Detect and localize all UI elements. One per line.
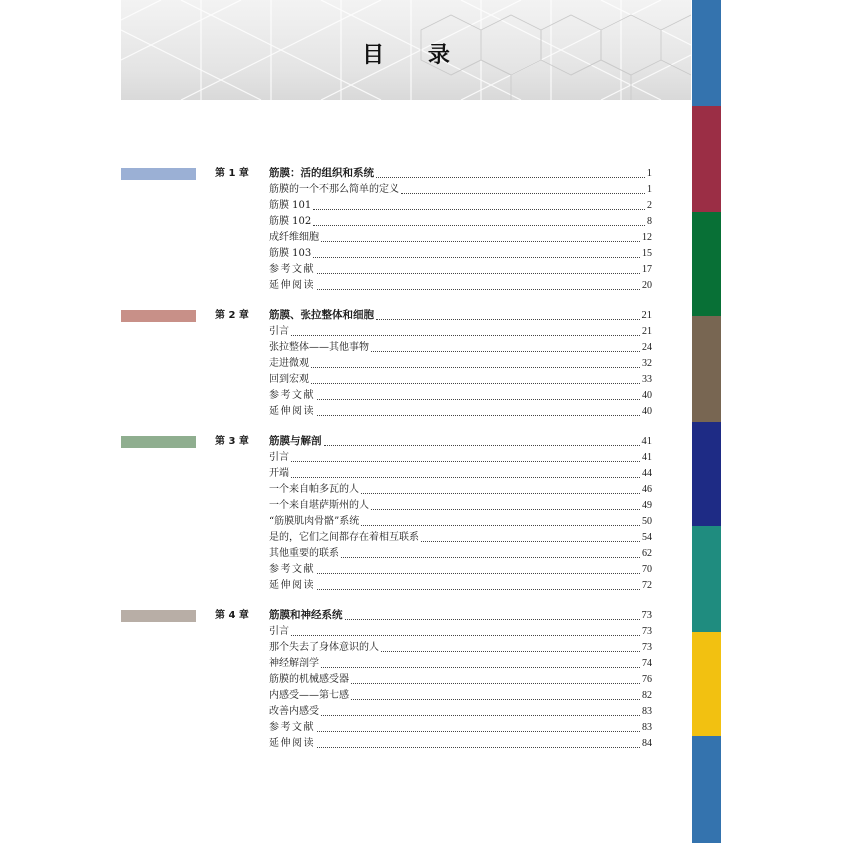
- toc-entry[interactable]: [269, 214, 652, 229]
- page-number: 76: [642, 674, 652, 685]
- page-number: 24: [642, 342, 652, 353]
- leader-dots: [311, 366, 640, 368]
- leader-dots: [381, 650, 640, 652]
- leader-dots: [317, 746, 640, 748]
- entry-title: 延伸阅读: [269, 280, 315, 291]
- leader-dots: [317, 398, 640, 400]
- page-number: 40: [642, 406, 652, 417]
- entry-title: 参考文献: [269, 390, 315, 401]
- leader-dots: [321, 714, 640, 716]
- leader-dots: [321, 666, 640, 668]
- leader-dots: [376, 318, 640, 320]
- leader-dots: [345, 618, 640, 620]
- toc-entry[interactable]: [269, 530, 652, 545]
- toc-entry[interactable]: [269, 466, 652, 481]
- chapter-heading[interactable]: [215, 608, 652, 623]
- toc-entry[interactable]: [269, 704, 652, 719]
- toc-entry[interactable]: [269, 230, 652, 245]
- toc-entry[interactable]: [269, 246, 652, 261]
- page-number: 73: [642, 642, 652, 653]
- chapter-heading[interactable]: [215, 434, 652, 449]
- entry-title: 延伸阅读: [269, 738, 315, 749]
- page-number: 46: [642, 484, 652, 495]
- chapter-number: 第 1 章: [215, 168, 249, 179]
- entry-title: 改善内感受: [269, 706, 319, 717]
- chapter-heading[interactable]: [215, 166, 652, 181]
- entry-title: 筋膜 103: [269, 248, 312, 259]
- chapter-title: 筋膜、张拉整体和细胞: [269, 309, 374, 321]
- entry-title: 引言: [269, 452, 289, 463]
- page-number: 44: [642, 468, 652, 479]
- entry-title: 筋膜 101: [269, 200, 312, 211]
- page-number: 73: [641, 610, 652, 621]
- page-number: 41: [642, 452, 652, 463]
- leader-dots: [313, 208, 645, 210]
- entry-title: 是的，它们之间都存在着相互联系: [269, 532, 419, 543]
- leader-dots: [361, 524, 640, 526]
- entry-title: 那个失去了身体意识的人: [269, 642, 379, 653]
- toc-entry[interactable]: [269, 388, 652, 403]
- page-number: 62: [642, 548, 652, 559]
- chapter-tab[interactable]: [692, 0, 721, 106]
- toc-entry[interactable]: [269, 656, 652, 671]
- page-number: 49: [642, 500, 652, 511]
- chapter-tab[interactable]: [692, 212, 721, 316]
- entry-title: 引言: [269, 626, 289, 637]
- entry-title: 延伸阅读: [269, 580, 315, 591]
- page-number: 1: [647, 184, 652, 195]
- leader-dots: [291, 476, 640, 478]
- leader-dots: [341, 556, 640, 558]
- page-number: 15: [642, 248, 652, 259]
- toc-entry[interactable]: [269, 514, 652, 529]
- toc-entry[interactable]: [269, 324, 652, 339]
- leader-dots: [317, 572, 640, 574]
- page-number: 2: [647, 200, 652, 211]
- leader-dots: [291, 460, 640, 462]
- toc-entry[interactable]: [269, 340, 652, 355]
- leader-dots: [317, 588, 640, 590]
- entry-title: 筋膜 102: [269, 216, 312, 227]
- leader-dots: [376, 176, 645, 178]
- toc-entry[interactable]: [269, 720, 652, 735]
- chapter-number: 第 4 章: [215, 610, 249, 621]
- page-number: 21: [641, 310, 652, 321]
- chapter-number: 第 3 章: [215, 436, 249, 447]
- page-number: 12: [642, 232, 652, 243]
- entry-title: “筋膜肌肉骨骼”系统: [269, 516, 360, 527]
- leader-dots: [291, 634, 640, 636]
- toc-entry[interactable]: [269, 404, 652, 419]
- entry-title: 一个来自帕多瓦的人: [269, 484, 359, 495]
- toc-entry[interactable]: [269, 372, 652, 387]
- page-number: 70: [642, 564, 652, 575]
- page-number: 83: [642, 722, 652, 733]
- chapter-tab[interactable]: [692, 736, 721, 843]
- page-number: 32: [642, 358, 652, 369]
- toc-entry[interactable]: [269, 562, 652, 577]
- entry-title: 参考文献: [269, 264, 315, 275]
- page-number: 17: [642, 264, 652, 275]
- toc-entry[interactable]: [269, 356, 652, 371]
- leader-dots: [351, 698, 640, 700]
- page-number: 8: [647, 216, 652, 227]
- page-number: 54: [642, 532, 652, 543]
- toc-entry[interactable]: [269, 640, 652, 655]
- chapter-number: 第 2 章: [215, 310, 249, 321]
- toc-entry[interactable]: [269, 736, 652, 751]
- leader-dots: [324, 444, 640, 446]
- entry-title: 筋膜的一个不那么简单的定义: [269, 184, 399, 195]
- entry-title: 引言: [269, 326, 289, 337]
- page-number: 82: [642, 690, 652, 701]
- leader-dots: [321, 240, 640, 242]
- chapter-tab[interactable]: [692, 422, 721, 526]
- leader-dots: [313, 256, 640, 258]
- page-number: 20: [642, 280, 652, 291]
- page-number: 72: [642, 580, 652, 591]
- chapter-title: 筋膜：活的组织和系统: [269, 167, 374, 179]
- chapter-tab[interactable]: [692, 106, 721, 212]
- toc-entry[interactable]: [269, 182, 652, 197]
- entry-title: 参考文献: [269, 564, 315, 575]
- chapter-title: 筋膜和神经系统: [269, 609, 343, 621]
- page-number: 1: [646, 168, 652, 179]
- entry-title: 张拉整体——其他事物: [269, 342, 369, 353]
- chapter-color-chip: [121, 168, 196, 180]
- toc-entry[interactable]: [269, 498, 652, 513]
- leader-dots: [317, 414, 640, 416]
- page-number: 50: [642, 516, 652, 527]
- leader-dots: [317, 730, 640, 732]
- page-number: 33: [642, 374, 652, 385]
- chapter-color-chip: [121, 610, 196, 622]
- page-number: 74: [642, 658, 652, 669]
- leader-dots: [313, 224, 645, 226]
- entry-title: 参考文献: [269, 722, 315, 733]
- leader-dots: [371, 508, 640, 510]
- page-number: 40: [642, 390, 652, 401]
- leader-dots: [317, 272, 640, 274]
- toc-entry[interactable]: [269, 198, 652, 213]
- page-number: 41: [641, 436, 652, 447]
- chapter-tabs: [692, 0, 721, 843]
- entry-title: 神经解剖学: [269, 658, 319, 669]
- chapter-color-chip: [121, 436, 196, 448]
- entry-title: 筋膜的机械感受器: [269, 674, 349, 685]
- chapter-tab[interactable]: [692, 526, 721, 632]
- leader-dots: [361, 492, 640, 494]
- entry-title: 开端: [269, 468, 289, 479]
- chapter-color-chip: [121, 310, 196, 322]
- chapter-tab[interactable]: [692, 316, 721, 422]
- leader-dots: [311, 382, 640, 384]
- toc-entry[interactable]: [269, 624, 652, 639]
- toc-entry[interactable]: [269, 578, 652, 593]
- entry-title: 一个来自堪萨斯州的人: [269, 500, 369, 511]
- entry-title: 其他重要的联系: [269, 548, 339, 559]
- page-number: 84: [642, 738, 652, 749]
- entry-title: 走进微观: [269, 358, 309, 369]
- page-number: 83: [642, 706, 652, 717]
- chapter-tab[interactable]: [692, 632, 721, 736]
- entry-title: 成纤维细胞: [269, 232, 319, 243]
- page-number: 73: [642, 626, 652, 637]
- entry-title: 延伸阅读: [269, 406, 315, 417]
- leader-dots: [371, 350, 640, 352]
- leader-dots: [291, 334, 640, 336]
- toc-entry[interactable]: [269, 672, 652, 687]
- toc-entry[interactable]: [269, 688, 652, 703]
- entry-title: 内感受——第七感: [269, 690, 349, 701]
- leader-dots: [351, 682, 640, 684]
- chapter-title: 筋膜与解剖: [269, 435, 322, 447]
- toc-entry[interactable]: [269, 450, 652, 465]
- toc-entry[interactable]: [269, 262, 652, 277]
- chapter-heading[interactable]: [215, 308, 652, 323]
- toc-entry[interactable]: [269, 546, 652, 561]
- leader-dots: [421, 540, 640, 542]
- page-number: 21: [642, 326, 652, 337]
- toc-entry[interactable]: [269, 278, 652, 293]
- entry-title: 回到宏观: [269, 374, 309, 385]
- leader-dots: [401, 192, 645, 194]
- leader-dots: [317, 288, 640, 290]
- page-title: 目 录: [362, 43, 468, 68]
- toc-entry[interactable]: [269, 482, 652, 497]
